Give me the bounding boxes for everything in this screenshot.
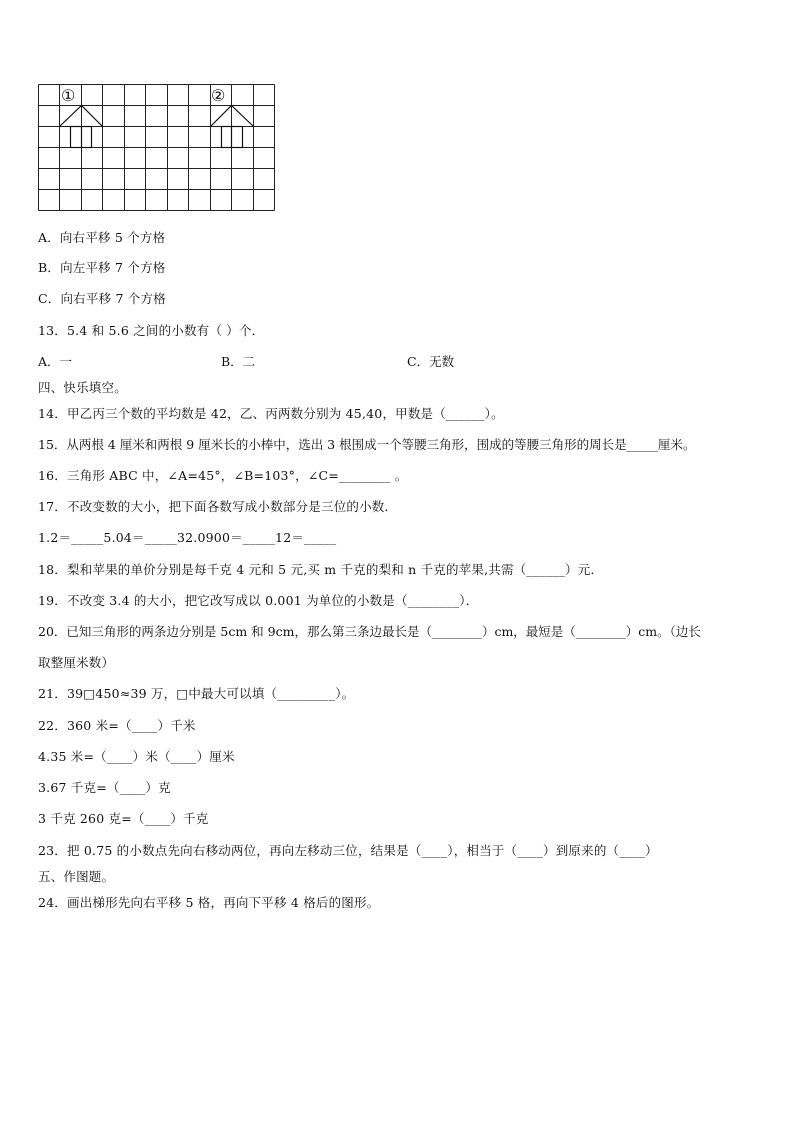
q21-text: 21．39□450≈39 万，□中最大可以填（_________）。 [38, 686, 355, 701]
q13-option-c: C．无数 [407, 354, 455, 369]
figure-label-1: ① [61, 86, 76, 105]
q24-text: 24．画出梯形先向右平移 5 格，再向下平移 4 格后的图形。 [38, 895, 380, 910]
section-5-title: 五、作图题。 [38, 869, 115, 884]
q19-text: 19．不改变 3.4 的大小，把它改写成以 0.001 为单位的小数是（________）． [38, 593, 479, 608]
figure-label-2: ② [211, 86, 226, 105]
q22-line1: 22．360 米=（____）千米 [38, 718, 196, 733]
section-4-title: 四、快乐填空。 [38, 380, 127, 395]
q18-text: 18．梨和苹果的单价分别是每千克 4 元和 5 元,买 m 千克的梨和 n 千克的苹果,共需（______）元． [38, 562, 604, 577]
q20-text-line2: 取整厘米数） [38, 655, 115, 670]
q22-line2: 4.35 米=（____）米（____）厘米 [38, 749, 235, 764]
q16-text: 16．三角形 ABC 中，∠A=45°，∠B=103°，∠C=________ 。 [38, 468, 408, 483]
q22-line3: 3.67 千克=（____）克 [38, 780, 171, 795]
q15-text: 15．从两根 4 厘米和两根 9 厘米长的小棒中，选出 3 根围成一个等腰三角形，围成的等腰三角形的周长是_____厘米。 [38, 437, 696, 452]
q23-text: 23．把 0.75 的小数点先向右移动两位，再向左移动三位，结果是（____），相当于（____）到原来的（____） [38, 843, 658, 858]
q12-option-a: A．向右平移 5 个方格 [38, 230, 166, 245]
q12-option-c: C．向右平移 7 个方格 [38, 291, 166, 306]
q12-option-b: B．向左平移 7 个方格 [38, 260, 166, 275]
q20-text-line1: 20．已知三角形的两条边分别是 5cm 和 9cm，那么第三条边最长是（________）cm，最短是（________）cm。（边长 [38, 624, 701, 639]
q13-text: 13．5.4 和 5.6 之间的小数有（ ）个． [38, 323, 265, 338]
q17-text: 17．不改变数的大小，把下面各数写成小数部分是三位的小数． [38, 499, 398, 514]
q13-option-a: A．一 [38, 354, 73, 369]
q17-items: 1.2＝_____5.04＝_____32.0900＝_____12＝_____ [38, 530, 337, 545]
q14-text: 14．甲乙丙三个数的平均数是 42，乙、丙两数分别为 45,40，甲数是（______）。 [38, 406, 504, 421]
q22-line4: 3 千克 260 克=（____）千克 [38, 811, 209, 826]
q13-option-b: B．二 [221, 354, 256, 369]
translation-grid-figure [38, 84, 276, 214]
